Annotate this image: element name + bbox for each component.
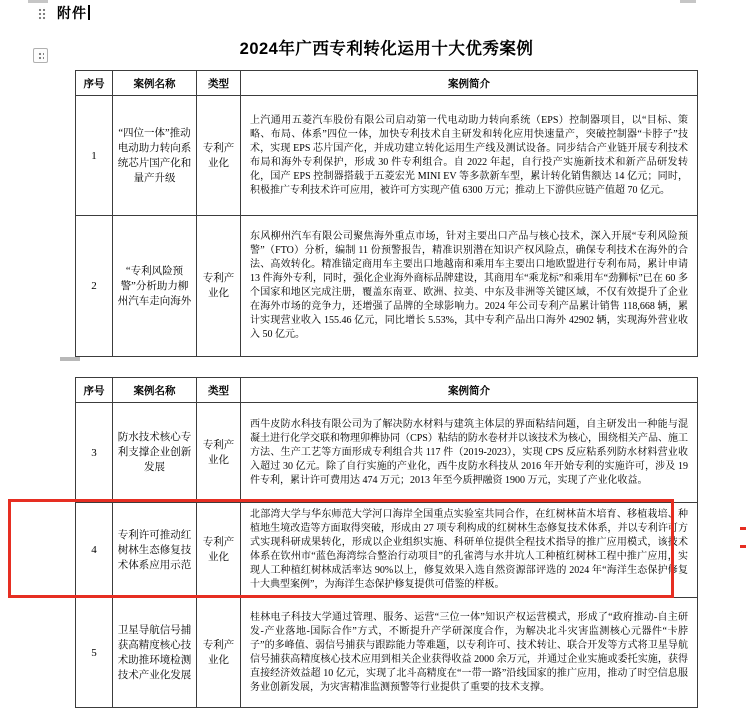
paragraph-drag-handle-icon[interactable] — [37, 7, 46, 20]
column-header-type[interactable]: 类型 — [197, 71, 241, 96]
case-row — [76, 403, 698, 503]
case-type[interactable]: 专利产业化 — [197, 216, 241, 357]
table-drag-handle[interactable] — [33, 48, 48, 63]
case-intro[interactable]: 上汽通用五菱汽车股份有限公司启动第一代电动助力转向系统（EPS）控制器项目，以“目标、策略、布局、体系”四位一体，加快专利技术自主研发和转化应用快速量产，突破控制器“卡脖子”技术，实现 EPS 芯片国产化，并成功建立转化运用生产线及测试设备。同步结合产业链开展专利技术布局和海外专利保护，形成 30 件专利组合。自 2022 年起，自行投产实施新技术和新产品研发转化，国产 EPS 控制器搭载于五菱宏光 MINI EV 等多款新车型，累计转化销售额达 14 亿元；同时，积极推广专利技术许可应用，被许可方实现产值 6300 万元；推动上下游供应链产值超 70 亿元。 — [241, 96, 698, 216]
case-table-1 — [75, 70, 698, 357]
case-intro[interactable]: 北部湾大学与华东师范大学河口海岸全国重点实验室共同合作，在红树林苗木培育、移植栽培、种植地生境改造等方面取得突破，形成由 27 项专利构成的红树林生态修复技术体系，并以专利许可方式实现科研成果转化，形成以企业组织实施、科研单位提供全程技术指导的推广应用模式，该技术体系在钦州市“蓝色海湾综合整治行动项目”的孔雀湾与水井坑人工种植红树林工程中推广应用，实现人工种植红树林成活率达 90%以上，修复效果入选自然资源部评选的 2024 年“海洋生态保护修复十大典型案例”，为海洋生态保护修复提供可借鉴的样板。 — [241, 503, 698, 598]
attachment-text[interactable]: 附件 — [57, 5, 87, 21]
case-no[interactable]: 5 — [76, 598, 113, 708]
case-type[interactable]: 专利产业化 — [197, 503, 241, 598]
top-edge-fragment-left — [28, 0, 48, 3]
table-drag-handle-icon — [37, 51, 44, 61]
column-header-no[interactable]: 序号 — [76, 378, 113, 403]
case-table-2 — [75, 377, 698, 708]
red-annotation-tick — [740, 545, 746, 548]
case-intro[interactable]: 东风柳州汽车有限公司聚焦海外重点市场，针对主要出口产品与核心技术，深入开展“专利风险预警”（FTO）分析，编制 11 份预警报告，精准识别潜在知识产权风险点，确保专利技术在海外的合法、高效转化。精准锚定商用车主要出口地越南和乘用车主要出口地欧盟进行专利布局，累计申请 13 件海外专利，同时，强化企业海外商标品牌建设，其商用车“乘龙标”和乘用车“劲狮标”已在 60 多个国家和地区完成注册，覆盖东南亚、欧洲、拉美、中东及非洲等关键区域，不仅有效提升了企业在海外市场的竞争力，还增强了品牌的全球影响力。2024 年公司专利产品累计销售 118,668 辆，累计实现营业收入 155.46 亿元，同比增长 5.53%，其中专利产品出口海外 42902 辆，实现海外营业收入 50 亿元。 — [241, 216, 698, 357]
column-header-no[interactable]: 序号 — [76, 71, 113, 96]
case-row — [76, 96, 698, 216]
case-row-highlighted — [76, 503, 698, 598]
case-name[interactable]: 防水技术核心专利支撑企业创新发展 — [113, 403, 197, 503]
case-type[interactable]: 专利产业化 — [197, 403, 241, 503]
case-name[interactable]: “专利风险预警”分析助力柳州汽车走向海外 — [113, 216, 197, 357]
column-header-type[interactable]: 类型 — [197, 378, 241, 403]
top-edge-fragment-right — [680, 0, 696, 3]
red-annotation-tick — [740, 527, 746, 530]
column-header-name[interactable]: 案例名称 — [113, 71, 197, 96]
attachment-label[interactable] — [57, 3, 90, 23]
case-type[interactable]: 专利产业化 — [197, 598, 241, 708]
column-header-name[interactable]: 案例名称 — [113, 378, 197, 403]
case-intro[interactable]: 西牛皮防水科技有限公司为了解决防水材料与建筑主体层的界面粘结问题，自主研发出一种能与混凝土进行化学交联和物理卯榫协同（CPS）粘结的防水卷材并以该技术为核心，围绕相关产品、施工方法、生产工艺等方面形成专利组合共 117 件（2019-2023），实现 CPS 反应粘系列防水材料营业收入超过 30 亿元。除了自行实施的产业化，西牛皮防水科技从 2016 年开始专利的实施许可，涉及 19 件专利，累计许可费用达 474 万元；2013 年至今质押融资 1900 万元，实现了产业化收益。 — [241, 403, 698, 503]
case-name[interactable]: 卫星导航信号捕获高精度核心技术助推环境检测技术产业化发展 — [113, 598, 197, 708]
page-break-dash — [60, 357, 80, 361]
case-name[interactable]: 专利许可推动红树林生态修复技术体系应用示范 — [113, 503, 197, 598]
table-header-row — [76, 378, 698, 403]
column-header-intro[interactable]: 案例简介 — [241, 378, 698, 403]
case-row — [76, 598, 698, 708]
page-title[interactable]: 2024年广西专利转化运用十大优秀案例 — [239, 40, 534, 58]
text-cursor — [88, 5, 90, 20]
table-header-row — [76, 71, 698, 96]
case-intro[interactable]: 桂林电子科技大学通过管理、服务、运营“三位一体”知识产权运营模式，形成了“政府推动-自主研发-产业落地-国际合作”方式，不断提升产学研深度合作，为解决北斗灾害监测核心元器件“卡脖子”的多峰值、弱信号捕获与跟踪能力等难题，以专利许可、技术转让、联合开发等方式将卫星导航信号捕获高精度核心技术应用到相关企业获得收益 2000 余万元，并通过企业实施或委托实施，获得直接经济效益超 10 亿元，实现了北斗高精度在“一带一路”沿线国家的推广应用，推动了时空信息服务业创新发展，为灾害精准监测预警等行业提供了重要的技术支撑。 — [241, 598, 698, 708]
case-no[interactable]: 1 — [76, 96, 113, 216]
case-row — [76, 216, 698, 357]
case-type[interactable]: 专利产业化 — [197, 96, 241, 216]
case-no[interactable]: 4 — [76, 503, 113, 598]
case-no[interactable]: 3 — [76, 403, 113, 503]
case-no[interactable]: 2 — [76, 216, 113, 357]
column-header-intro[interactable]: 案例简介 — [241, 71, 698, 96]
case-name[interactable]: “四位一体”推动电动助力转向系统芯片国产化和量产升级 — [113, 96, 197, 216]
